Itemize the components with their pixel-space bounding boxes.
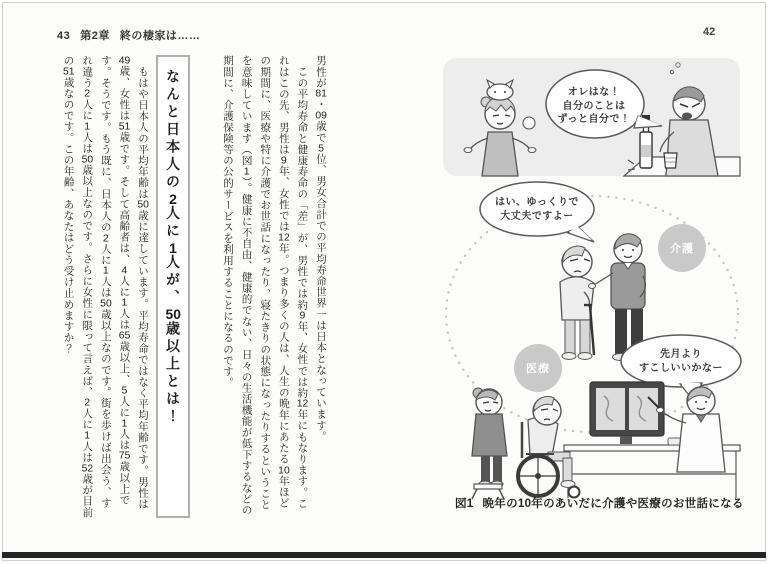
section-headline-box — [156, 55, 190, 518]
section-headline: なんと日本人の2人に1人が、50歳以上とは！ — [165, 69, 181, 426]
glass-icon — [664, 153, 677, 168]
figure-caption-text: 晩年の10年のあいだに介護や医療のお世話になる — [482, 498, 744, 510]
running-head — [57, 27, 210, 43]
illustration-wife-stool — [472, 388, 507, 499]
paragraph-1: 男性が81・09歳で5位、男女合計での平均寿命世界一は日本となっています。 — [315, 55, 327, 442]
care-label: 介護 — [670, 243, 694, 255]
care-label-badge — [658, 224, 706, 272]
monitor-icon — [590, 382, 664, 444]
caregiver-bubble-text: はい、ゆっくりで 大丈夫ですよー — [495, 197, 579, 222]
figure-caption — [455, 495, 744, 511]
chapter-title: 終の棲家は…… — [119, 30, 201, 42]
doctor-bubble-text: 先月より すこしいいかなー — [639, 349, 723, 374]
medical-label-badge — [514, 344, 562, 392]
left-page-number: 43 — [57, 30, 71, 42]
husband-bubble-text: オレはな！ 自分のことは ずっと自分で！ — [557, 87, 631, 125]
right-page-number: 42 — [703, 26, 716, 38]
illustration-elderly-man-cane — [560, 246, 594, 359]
chapter-label: 第2章 — [80, 30, 110, 42]
paragraph-3: もはや日本人の平均年齢は50歳に達しています。平均寿命ではなく平均年齢です。男性は49歳、女性は51歳です。そして高齢者は、4人に1人は65歳以上、5人に1人は75歳以上です。そうです。もう既に、日本人の2人に1人は50歳以上なのです。街を歩けば出会う、すれ違う2人に1人は50歳以上なのです。さらに女性に限って言えば、2人に1人は52歳が目前の51歳なのです。この年齢、あなたはどう受け止めますか？ — [62, 55, 149, 518]
illustration-caregiver — [589, 234, 646, 361]
figure-caption-label: 図1 — [455, 498, 474, 510]
book-bottom-edge — [2, 552, 766, 558]
body-text-block-1 — [200, 55, 330, 518]
paragraph-2: この平均寿命と健康寿命の「差」が、男性では約9年、女性では約12年にもなります。これはこの先、男性は9年、女性では12年。つまり多くの人は、人生の晩年にあたる10年ほどの期間に、医療や特に介護でお世話になったり、寝たきりの状態になったりするということを意味しています（図1）。健康に不自由、健康的でない、日々の生活機能が低下するなどの期間に、介護保険等の公的サービスを利用することになるのです。 — [222, 55, 309, 516]
body-text-block-2 — [52, 55, 152, 518]
medical-label: 医療 — [526, 363, 550, 375]
